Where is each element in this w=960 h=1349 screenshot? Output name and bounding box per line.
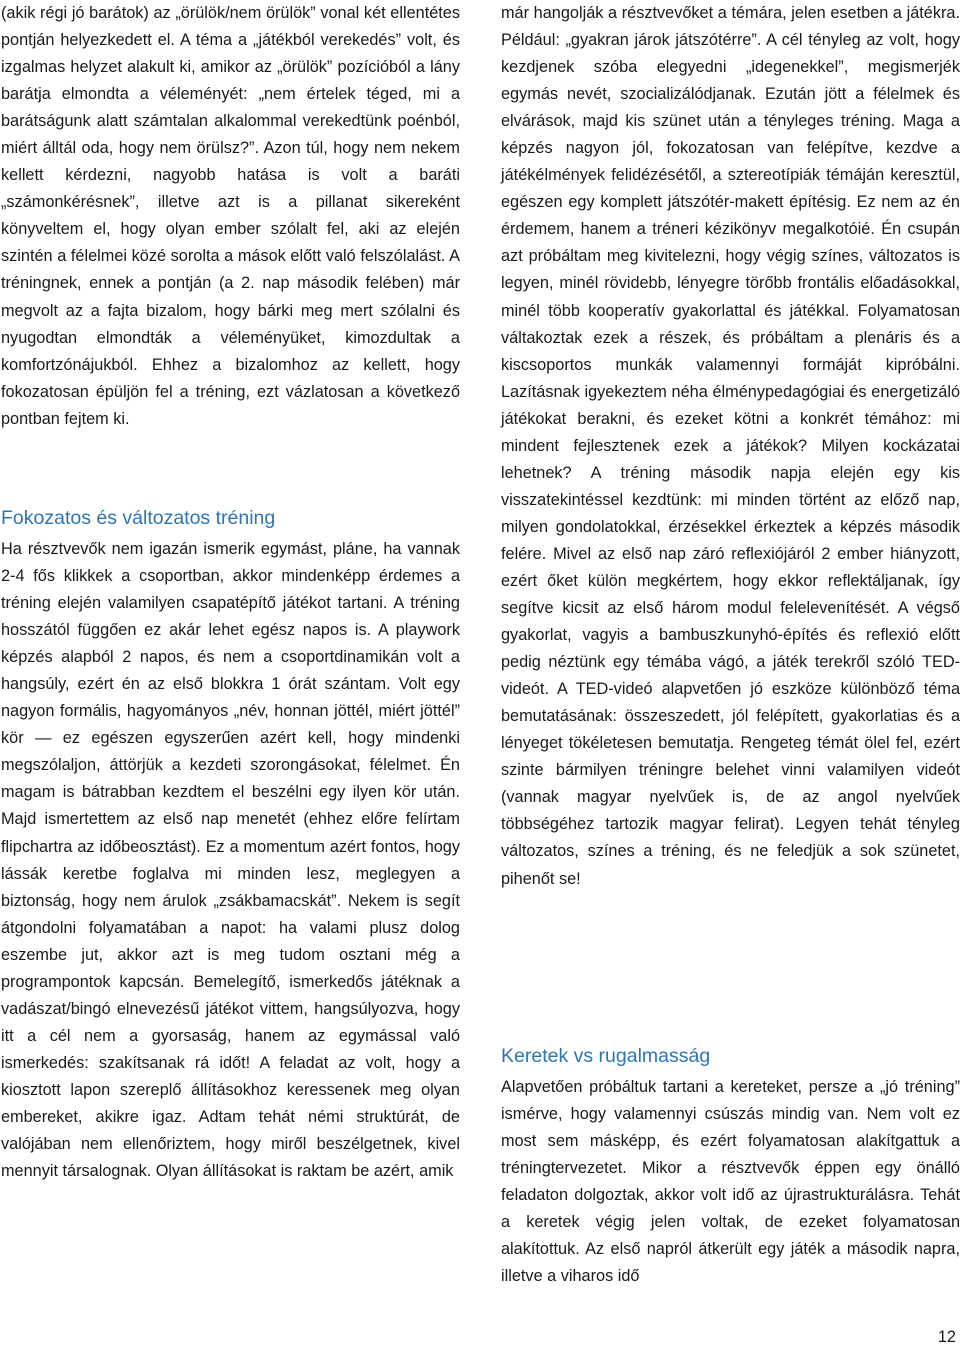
left-column: [1, 0, 460, 1185]
right-paragraph-1: már hangolják a résztvevőket a témára, jelen esetben a játékra. Például: „gyakran járok játszótérre”. A cél tényleg az volt, hogy kezdjenek szóba elegyedni „idegenekkel”, megismerjék egymás nevét, szocializálódjanak. Ezután jött a félelmek és elvárások, majd kis szünet után a tényleges tréning. Maga a képzés nagyon jól, fokozatosan van felépítve, kezdve a játékélmények felidézésétől, a sztereotípiák témáján keresztül, egészen egy komplett játszótér-makett építésig. Ez nem az én érdemem, hanem a tréneri kézikönyv megalkotóié. Én csupán azt próbáltam meg kivitelezni, hogy végig színes, változatos is legyen, minél rövidebb, lényegre törőbb frontális előadásokkal, minél több kooperatív gyakorlattal és játékkal. Folyamatosan váltakoztak ezek a részek, és próbáltam a plenáris és a kiscsoportos munkák valamennyi formáját kipróbálni. Lazításnak igyekeztem néha élménypedagógiai és energetizáló játékokat berakni, és ezeket kötni a konkrét témához: mi mindent fejlesztenek ezek a játékok? Milyen kockázatai lehetnek? A tréning második napja elején egy kis visszatekintéssel kezdtünk: mi minden történt az előző nap, milyen gondolatokkal, érzésekkel érkeztek a képzés második felére. Mivel az első nap záró reflexiójáról 2 ember hiányzott, ezért őket külön megkértem, hogy ekkor reflektáljanak, így segítve kicsit az első három modul felelevenítését. A végső gyakorlat, vagyis a bambuszkunyhó-építés és reflexió előtt pedig néztünk egy témába vágó, a játék terekről szóló TED-videót. A TED-videó alapvetően jó eszköze különböző téma bemutatásának: összeszedett, jól felépített, gyakorlatias és a lényeget tökéletesen bemutatja. Rengeteg témát ölel fel, ezért szinte bármilyen tréningre belehet vinni valamilyen videót (vannak magyar nyelvűek is, de az angol nyelvűek többségéhez tartozik magyar felirat). Legyen tehát tényleg változatos, színes a tréning, és ne feledjük a sok szünetet, pihenőt se!: [501, 4, 960, 888]
right-paragraph-2: Alapvetően próbáltuk tartani a kereteket, persze a „jó tréning” ismérve, hogy valamennyi csúszás mindig van. Nem volt ez most sem másképp, és ezért folyamatosan alakítgattuk a tréningtervezetet. Mikor a résztvevők éppen egy önálló feladaton dolgoztak, akkor volt idő az újrastrukturálásra. Tehát a keretek végig jelen voltak, de ezeket folyamatosan alakítottuk. Az első napról átkerült egy játék a második napra, illetve a viharos idő: [501, 1078, 960, 1286]
left-paragraph-1: (akik régi jó barátok) az „örülök/nem örülök” vonal két ellentétes pontján helyezkedett el. A téma a „játékból verekedés” volt, és izgalmas helyzet alakult ki, amikor az „örülök” pozícióból a lány barátja elmondta a véleményét: „nem értelek téged, mi a barátságunk alatt számtalan alkalommal verekedtünk poénból, miért álltál oda, hogy nem örülsz?”. Azon túl, hogy nem nekem kellett kérdezni, nagyobb hatása is volt a baráti „számonkérésnek”, illetve azt is a pillanat sikereként könyveltem el, hogy olyan ember szólalt fel, aki az elején szintén a félelmei közé sorolta a mások előtt való felszólalást. A tréningnek, ennek a pontján (a 2. nap második felében) már megvolt az a fajta bizalom, hogy bárki meg mert szólalni és nyugodtan elmondták a véleményüket, kimozdultak a komfortzónájukból. Ehhez a bizalomhoz az kellett, hogy fokozatosan épüljön fel a tréning, ezt vázlatosan a következő pontban fejtem ki.: [1, 4, 460, 428]
left-section-heading: Fokozatos és változatos tréning: [1, 507, 276, 529]
right-section-heading: Keretek vs rugalmasság: [501, 1045, 711, 1067]
page-number: 12: [937, 1328, 956, 1346]
right-column: [501, 0, 960, 1290]
left-paragraph-2: Ha résztvevők nem igazán ismerik egymást, pláne, ha vannak 2-4 fős klikkek a csoportban, akkor mindenképp érdemes a tréning elején valamilyen csapatépítő játékot tartani. A tréning hosszától függően ez akár lehet egész napos is. A playwork képzés alapból 2 napos, és nem a csoportdinamikán volt a hangsúly, ezért én az első blokkra 1 órát szántam. Volt egy nagyon formális, hagyományos „név, honnan jöttél, miért jöttél” kör — ez egészen egyszerűen azért kell, hogy mindenki megszólaljon, áttörjük a kezdeti szorongásokat, félelmet. Én magam is bátrabban kezdtem el beszélni egy ilyen kör után. Majd ismertettem az első nap menetét (ehhez előre felírtam flipchartra az időbeosztást). Ez a momentum azért fontos, hogy lássák keretbe foglalva mi minden lesz, meglegyen a biztonság, hogy nem árulok „zsákbamacskát”. Nekem is segít átgondolni folyamatában a napot: ha valami plusz dolog eszembe jut, akkor azt is meg tudom osztani még a programpontok kapcsán. Bemelegítő, ismerkedős játéknak a vadászat/bingó elnevezésű játékot vittem, hangsúlyozva, hogy itt a cél nem a gyorsaság, hanem az egymással való ismerkedés: szakítsanak rá időt! A feladat az volt, hogy a kiosztott lapon szereplő állításokhoz keressenek meg olyan embereket, akikre igaz. Adtam tehát némi struktúrát, de valójában nem ellenőriztem, hogy miről beszélgetnek, kivel mennyit társalognak. Olyan állításokat is raktam be azért, amik: [1, 540, 460, 1181]
